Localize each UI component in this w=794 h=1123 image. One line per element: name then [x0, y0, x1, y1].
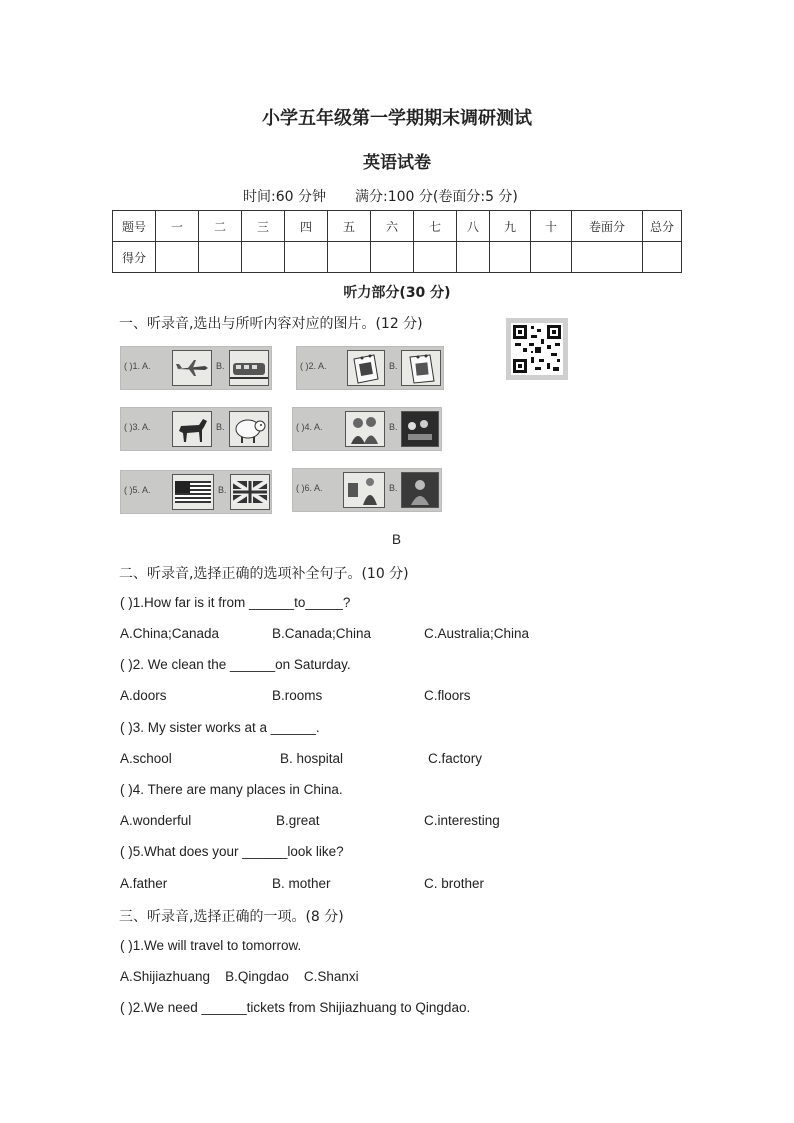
section3-heading: 三、听录音,选择正确的一项。(8 分) — [119, 909, 344, 925]
picture-item-label: ( )6. A. — [296, 483, 323, 493]
score-table-cell: 七 — [414, 211, 457, 242]
question-text: ( )1.We will travel to tomorrow. — [120, 938, 302, 953]
qr-code-icon — [506, 318, 568, 380]
picture-item-b-label: B. — [389, 422, 398, 432]
score-cell-empty — [414, 242, 457, 273]
option-c: C.interesting — [424, 813, 500, 828]
score-cell-empty — [531, 242, 572, 273]
picture-item-label: ( )4. A. — [296, 422, 323, 432]
horse-icon — [172, 411, 212, 447]
listening-picture-item — [296, 346, 444, 390]
option-c: C.floors — [424, 688, 471, 703]
score-cell-empty — [242, 242, 285, 273]
picture-item-b-label: B. — [216, 422, 225, 432]
score-table-cell: 总分 — [643, 211, 682, 242]
score-cell-empty — [490, 242, 531, 273]
train-icon — [229, 350, 269, 386]
score-table-score-row — [113, 242, 682, 273]
score-table-cell: 得分 — [113, 242, 156, 273]
sheep-icon — [229, 411, 269, 447]
picture-item-label: ( )3. A. — [124, 422, 151, 432]
people-icon — [343, 472, 385, 508]
listening-picture-item — [292, 407, 442, 451]
score-cell-empty — [328, 242, 371, 273]
score-table-cell: 题号 — [113, 211, 156, 242]
option-a: A.wonderful — [120, 813, 192, 828]
uk-flag-icon — [230, 474, 270, 510]
option-b: B. mother — [272, 876, 331, 891]
option-b: B.great — [276, 813, 320, 828]
score-table-cell: 四 — [285, 211, 328, 242]
listening-picture-item — [120, 407, 272, 451]
option-c: C.factory — [428, 751, 483, 766]
option-a: A.China;Canada — [120, 626, 220, 641]
picture-item-b-label: B. — [389, 483, 398, 493]
question-text: ( )1.How far is it from ______to_____? — [120, 595, 351, 610]
option-c: C. brother — [424, 876, 485, 891]
stray-answer-letter: B — [392, 532, 402, 547]
calendar-icon — [347, 350, 385, 386]
listening-picture-item — [120, 346, 272, 390]
score-table-cell: 二 — [199, 211, 242, 242]
option-a: A.school — [120, 751, 172, 766]
option-b: B. hospital — [280, 751, 344, 766]
score-cell-empty — [285, 242, 328, 273]
score-table-cell: 一 — [156, 211, 199, 242]
score-table-cell: 五 — [328, 211, 371, 242]
score-table-cell: 卷面分 — [572, 211, 643, 242]
calendar-icon — [401, 350, 441, 386]
picture-item-label: ( )1. A. — [124, 361, 151, 371]
score-table-cell: 六 — [371, 211, 414, 242]
people-icon — [401, 472, 439, 508]
option-b: B.Canada;China — [272, 626, 372, 641]
question-options: A.Shijiazhuang B.Qingdao C.Shanxi — [120, 969, 359, 984]
option-a: A.father — [120, 876, 168, 891]
listening-title: 听力部分(30 分) — [343, 285, 451, 301]
score-table-cell: 十 — [531, 211, 572, 242]
score-cell-empty — [371, 242, 414, 273]
us-flag-icon — [172, 474, 214, 510]
score-cell-empty — [643, 242, 682, 273]
score-cell-empty — [572, 242, 643, 273]
score-table — [112, 210, 682, 273]
score-table-cell: 八 — [457, 211, 490, 242]
picture-item-b-label: B. — [216, 361, 225, 371]
score-cell-empty — [457, 242, 490, 273]
exam-time: 时间:60 分钟 — [243, 189, 326, 205]
picture-item-b-label: B. — [389, 361, 398, 371]
score-cell-empty — [199, 242, 242, 273]
listening-picture-item — [292, 468, 442, 512]
picture-item-label: ( )2. A. — [300, 361, 327, 371]
option-a: A.doors — [120, 688, 167, 703]
question-text: ( )5.What does your ______look like? — [120, 844, 344, 859]
scene-icon — [401, 411, 439, 447]
picture-item-label: ( )5. A. — [124, 485, 151, 495]
page-title: 小学五年级第一学期期末调研测试 — [262, 108, 532, 129]
listening-picture-item — [120, 470, 272, 514]
score-table-header-row — [113, 211, 682, 242]
family-icon — [345, 411, 385, 447]
score-table-cell: 九 — [490, 211, 531, 242]
section2-heading: 二、听录音,选择正确的选项补全句子。(10 分) — [119, 566, 409, 582]
question-text: ( )3. My sister works at a ______. — [120, 720, 320, 735]
section1-heading: 一、听录音,选出与所听内容对应的图片。(12 分) — [119, 316, 423, 332]
picture-item-b-label: B. — [218, 485, 227, 495]
score-cell-empty — [156, 242, 199, 273]
question-text: ( )2. We clean the ______on Saturday. — [120, 657, 351, 672]
score-table-cell: 三 — [242, 211, 285, 242]
page-subtitle: 英语试卷 — [363, 153, 431, 173]
option-c: C.Australia;China — [424, 626, 530, 641]
airplane-icon — [172, 350, 212, 386]
question-text: ( )2.We need ______tickets from Shijiazhuang to Qingdao. — [120, 1000, 471, 1015]
question-text: ( )4. There are many places in China. — [120, 782, 343, 797]
exam-score-info: 满分:100 分(卷面分:5 分) — [355, 189, 518, 205]
option-b: B.rooms — [272, 688, 323, 703]
